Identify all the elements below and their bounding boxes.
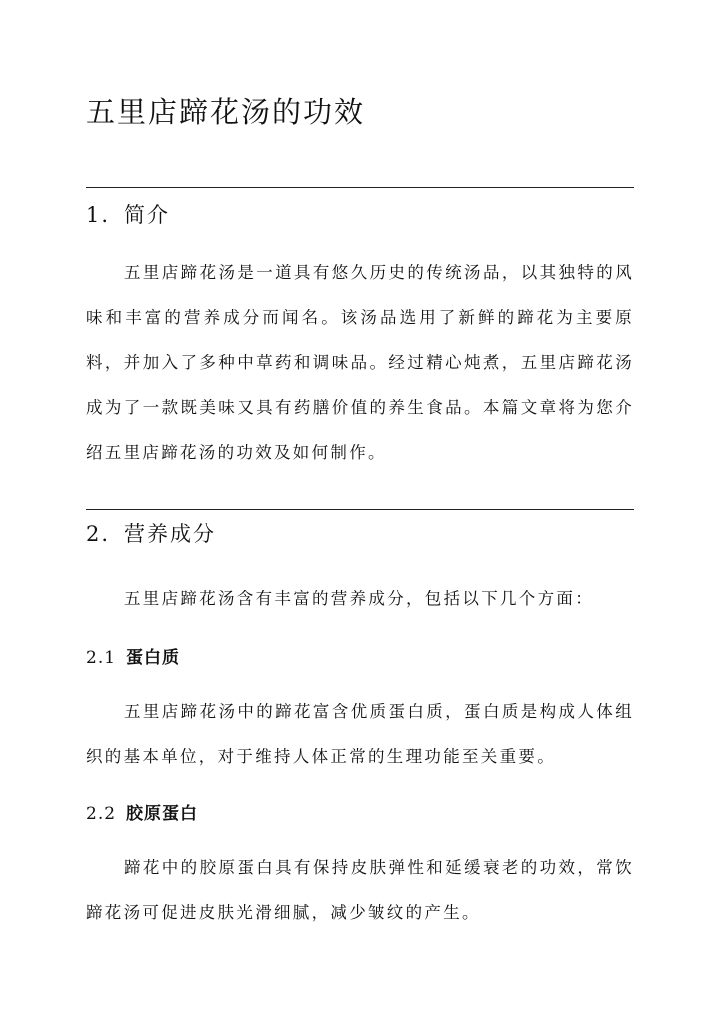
section-number: 2. — [86, 522, 111, 546]
section-number: 1. — [86, 203, 111, 227]
section-title: 营养成分 — [124, 522, 217, 546]
protein-paragraph: 五里店蹄花汤中的蹄花富含优质蛋白质，蛋白质是构成人体组织的基本单位，对于维持人体正常的生理功能至关重要。 — [86, 702, 634, 766]
section-title: 简介 — [124, 203, 171, 227]
section-divider — [86, 187, 634, 188]
section-divider — [86, 509, 634, 510]
section-heading-nutrition — [86, 518, 216, 548]
section-heading-intro — [86, 199, 170, 229]
subsection-heading-protein — [86, 643, 180, 668]
collagen-paragraph: 蹄花中的胶原蛋白具有保持皮肤弹性和延缓衰老的功效，常饮蹄花汤可促进皮肤光滑细腻，减少皱纹的产生。 — [86, 858, 634, 922]
subsection-number: 2.1 — [86, 648, 117, 668]
subsection-heading-collagen — [86, 799, 198, 824]
subsection-title: 胶原蛋白 — [126, 804, 199, 824]
subsection-title: 蛋白质 — [126, 648, 181, 668]
intro-paragraph: 五里店蹄花汤是一道具有悠久历史的传统汤品，以其独特的风味和丰富的营养成分而闻名。该汤品选用了新鲜的蹄花为主要原料，并加入了多种中草药和调味品。经过精心炖煮，五里店蹄花汤成为了一款既美味又具有药膳价值的养生食品。本篇文章将为您介绍五里店蹄花汤的功效及如何制作。 — [86, 263, 634, 462]
document-title: 五里店蹄花汤的功效 — [86, 95, 366, 129]
nutrition-intro-paragraph: 五里店蹄花汤含有丰富的营养成分，包括以下几个方面： — [124, 589, 594, 608]
subsection-number: 2.2 — [86, 804, 117, 824]
